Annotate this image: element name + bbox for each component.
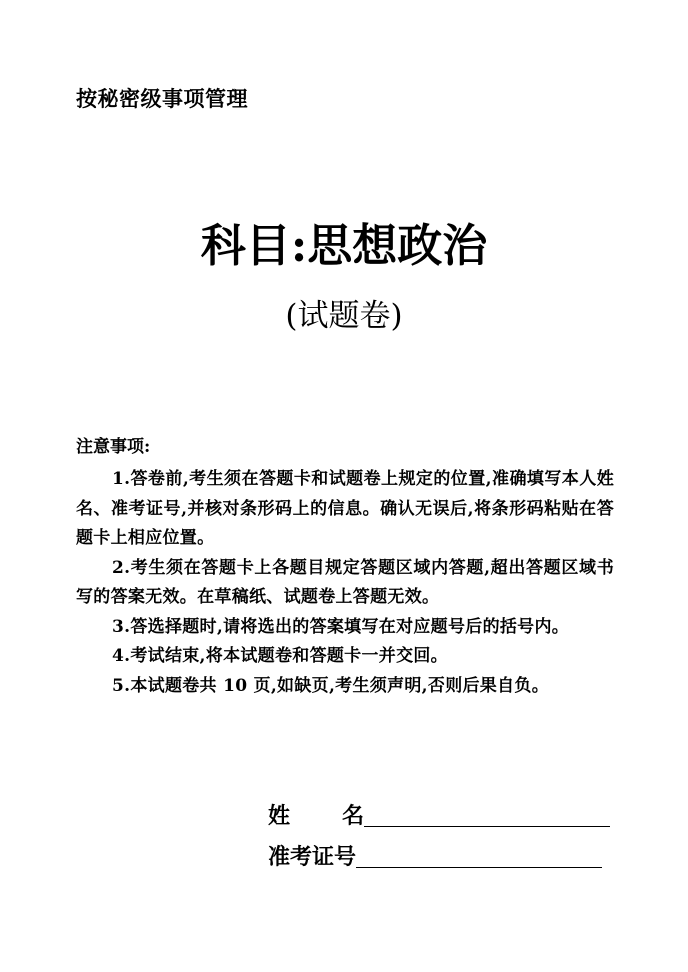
note-item-2: 2.考生须在答题卡上各题目规定答题区域内答题,超出答题区域书写的答案无效。在草稿纸、试题卷上答题无效。 [76,557,614,607]
name-label-char-2: 名 [341,803,364,829]
note-item-5: 5.本试题卷共 10 页,如缺页,考生须声明,否则后果自负。 [112,675,549,696]
note-item-3: 3.答选择题时,请将选出的答案填写在对应题号后的括号内。 [112,616,570,637]
name-label [268,802,364,830]
notes-heading: 注意事项: [76,437,151,457]
note-item-1: 1.答卷前,考生须在答题卡和试题卷上规定的位置,准确填写本人姓名、准考证号,并核对条形码上的信息。确认无误后,将条形码粘贴在答题卡上相应位置。 [76,469,614,548]
notes-list [76,465,614,701]
exam-id-write-line[interactable] [356,841,602,868]
exam-id-field [268,837,602,871]
note-item-4: 4.考试结束,将本试题卷和答题卡一并交回。 [112,646,448,666]
paper-type-label: (试题卷) [285,298,403,334]
subject-title: 科目:思想政治 [200,219,488,272]
exam-id-label: 准考证号 [268,844,357,870]
name-label-char-1: 姓 [268,803,291,829]
name-field [268,796,610,830]
classification-label: 按秘密级事项管理 [76,86,248,111]
name-write-line[interactable] [364,800,610,827]
